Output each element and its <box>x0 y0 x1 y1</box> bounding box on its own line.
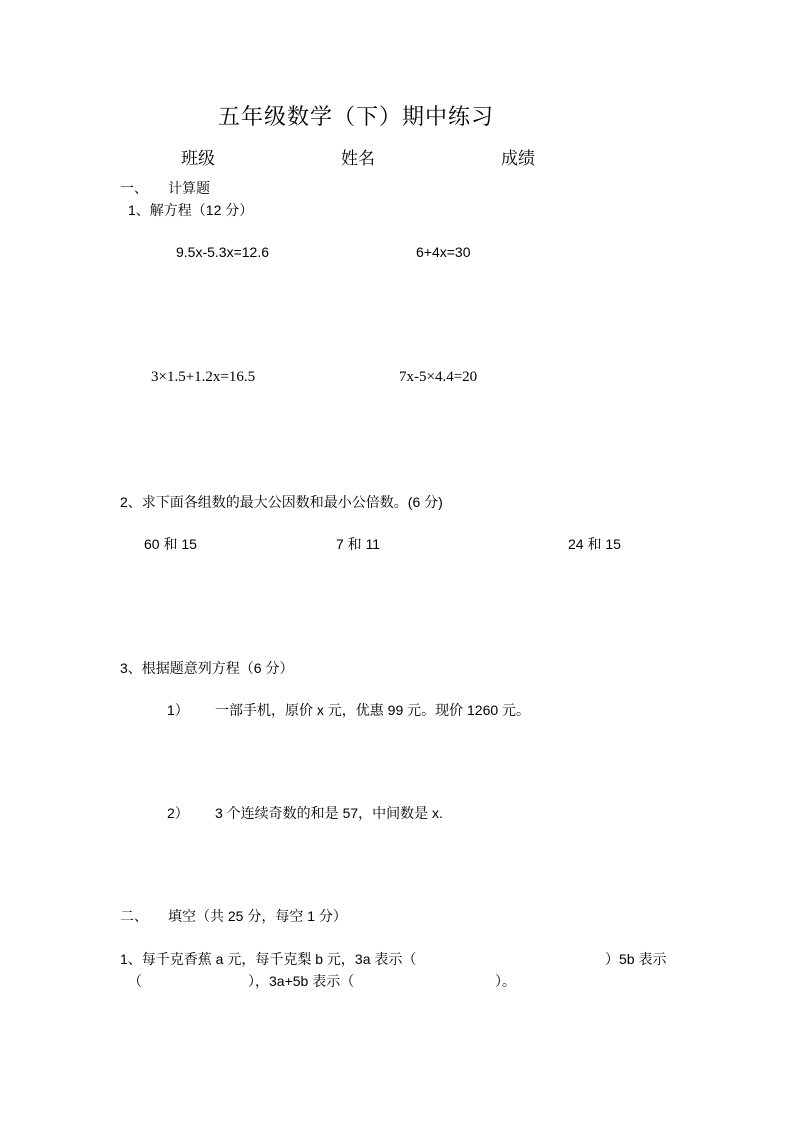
fill-blank-text-4: ），3a+5b 表示（ <box>248 973 355 989</box>
equation-4: 7x-5×4.4=20 <box>399 369 478 385</box>
question-2-title: 2、求下面各组数的最大公因数和最小公倍数。(6 分) <box>120 494 443 510</box>
equation-2: 6+4x=30 <box>416 244 471 260</box>
equation-3: 3×1.5+1.2x=16.5 <box>151 369 256 385</box>
fill-blank-text-3: （ <box>128 973 142 989</box>
page-title: 五年级数学（下）期中练习 <box>218 104 495 129</box>
fill-blank-text-1: 1、每千克香蕉 a 元，每千克梨 b 元，3a 表示（ <box>120 951 417 967</box>
score-label: 成绩 <box>501 149 535 168</box>
number-pair-2: 7 和 11 <box>336 536 381 552</box>
fill-blank-text-2: ）5b 表示 <box>605 951 667 967</box>
item-2-text: 3 个连续奇数的和是 57，中间数是 x. <box>215 805 443 821</box>
item-2-number: 2） <box>167 805 189 821</box>
question-1-title: 1、解方程（12 分） <box>128 202 254 218</box>
number-pair-1: 60 和 15 <box>144 536 197 552</box>
name-label: 姓名 <box>341 149 375 168</box>
item-1-number: 1） <box>167 702 189 718</box>
section2-heading: 填空（共 25 分，每空 1 分） <box>168 908 347 924</box>
section2-number: 二、 <box>120 908 148 924</box>
item-1-text: 一部手机，原价 x 元，优惠 99 元。现价 1260 元。 <box>215 702 531 718</box>
equation-1: 9.5x-5.3x=12.6 <box>176 244 270 260</box>
number-pair-3: 24 和 15 <box>568 536 621 552</box>
section1-heading: 计算题 <box>168 180 210 196</box>
question-3-title: 3、根据题意列方程（6 分） <box>120 660 294 676</box>
section1-number: 一、 <box>120 180 148 196</box>
class-label: 班级 <box>181 149 215 168</box>
fill-blank-text-5: ）。 <box>495 973 516 989</box>
